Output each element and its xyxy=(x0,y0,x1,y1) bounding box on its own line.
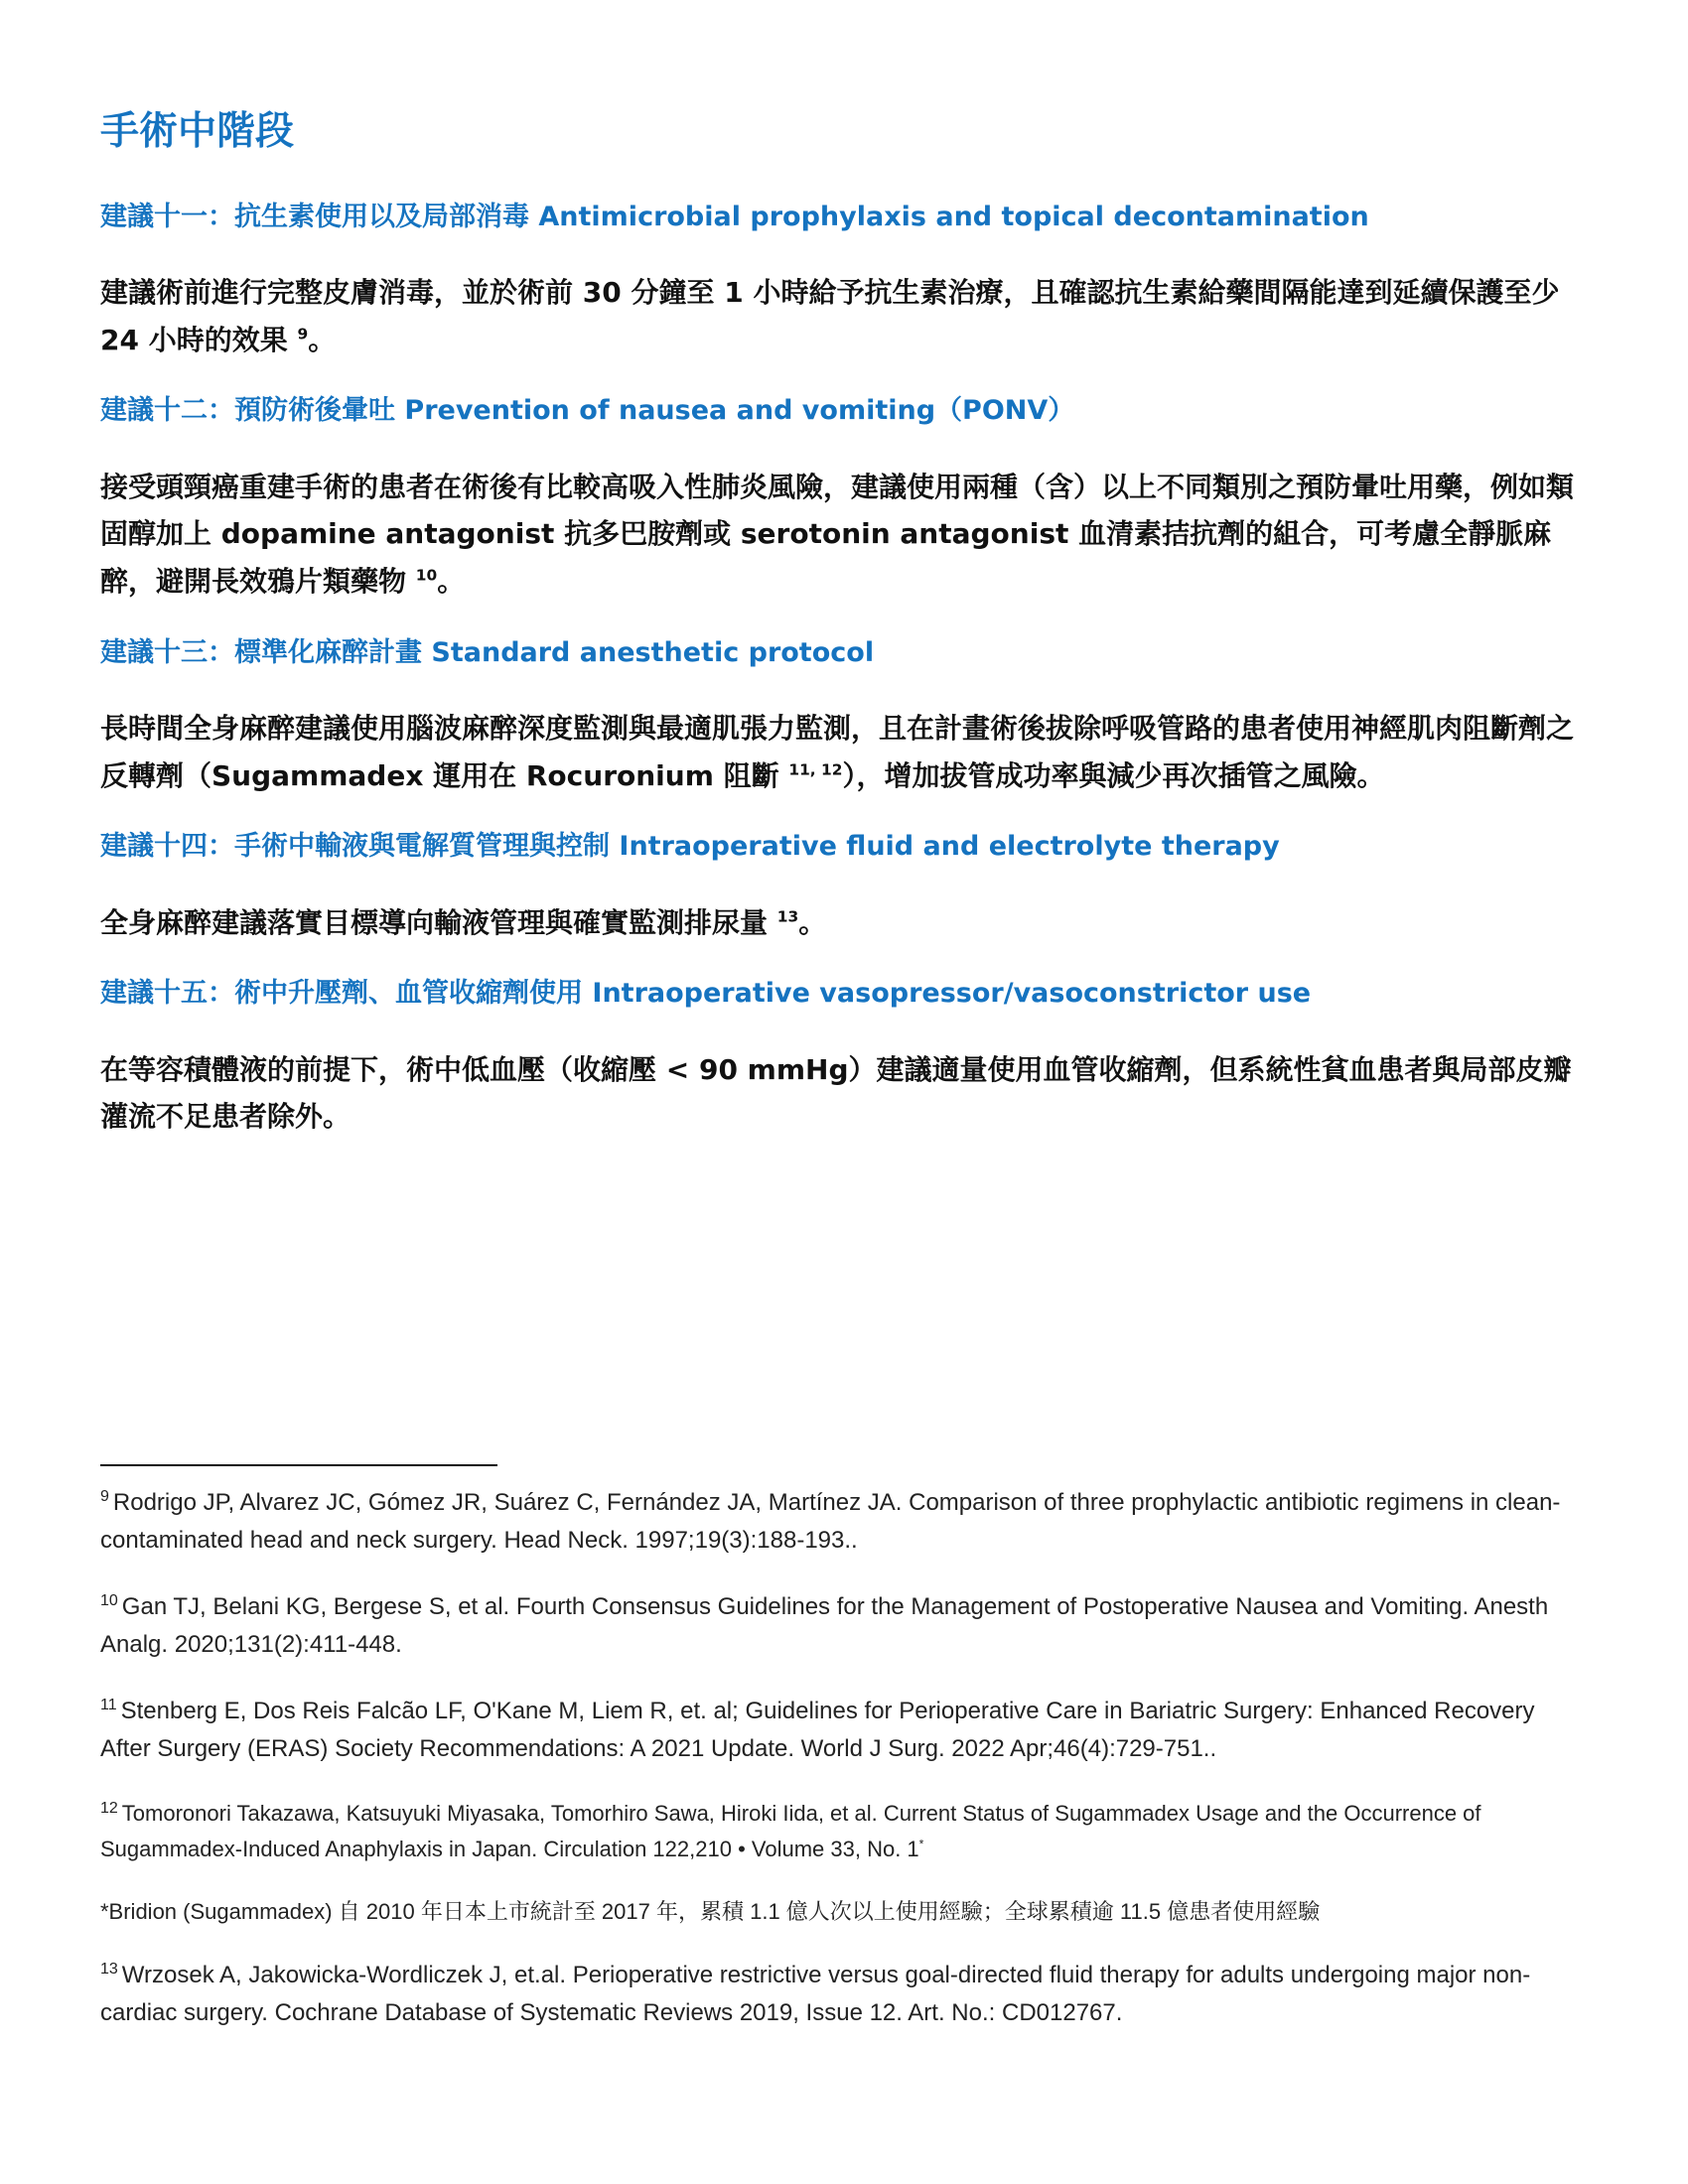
footnote-number: 10 xyxy=(100,1591,118,1609)
recommendation-body xyxy=(100,464,1590,606)
footnote-number: 13 xyxy=(100,1960,118,1978)
recommendation-heading: 建議十二：預防術後暈吐 Prevention of nausea and vomiting（PONV） xyxy=(100,395,1075,427)
footnote-number: 12 xyxy=(100,1800,118,1818)
footnote-number: 9 xyxy=(100,1488,109,1505)
recommendation-heading: 建議十四：手術中輸液與電解質管理與控制 Intraoperative fluid and electrolyte therapy xyxy=(100,831,1280,863)
recommendation-body xyxy=(100,1046,1590,1141)
recommendation-tail: ），增加拔管成功率與減少再次插管之風險。 xyxy=(842,758,1385,792)
recommendation-body xyxy=(100,269,1590,363)
recommendation-text: 接受頭頸癌重建手術的患者在術後有比較高吸入性肺炎風險，建議使用兩種（含）以上不同類別之預防暈吐用藥，例如類固醇加上 dopamine antagonist 抗多巴胺劑或 serotonin antagonist 血清素拮抗劑的組合，可考慮全靜脈麻醉，避開長效鴉片類藥物 xyxy=(100,470,1575,599)
recommendation-tail: 。 xyxy=(798,905,827,939)
recommendation-15 xyxy=(100,976,1590,1141)
footnote-ref[interactable]: 13 xyxy=(776,907,799,926)
footnote-bridion-note xyxy=(100,1894,1590,1929)
footnote-text: *Bridion (Sugammadex) 自 2010 年日本上市統計至 2017 年，累積 1.1 億人次以上使用經驗；全球累積逾 11.5 億患者使用經驗 xyxy=(100,1898,1321,1924)
recommendation-body xyxy=(100,899,1590,947)
footnote-9 xyxy=(100,1484,1590,1561)
recommendation-heading: 建議十一：抗生素使用以及局部消毒 Antimicrobial prophylaxis and topical decontamination xyxy=(100,201,1369,232)
recommendation-13 xyxy=(100,635,1590,800)
recommendation-body xyxy=(100,705,1590,799)
footnote-text: Gan TJ, Belani KG, Bergese S, et al. Fourth Consensus Guidelines for the Management of Postoperative Nausea and Vomiting. Anesth Analg. 2020;131(2):411-448. xyxy=(100,1592,1549,1659)
recommendation-tail: 。 xyxy=(437,565,466,599)
footnote-13 xyxy=(100,1957,1590,2033)
recommendation-text: 建議術前進行完整皮膚消毒，並於術前 30 分鐘至 1 小時給予抗生素治療，且確認抗生素給藥間隔能達到延續保護至少 24 小時的效果 xyxy=(100,276,1560,356)
recommendation-12 xyxy=(100,393,1590,605)
recommendation-11 xyxy=(100,200,1590,364)
footnote-text: Tomoronori Takazawa, Katsuyuki Miyasaka, Tomorhiro Sawa, Hiroki Iida, et al. Current Status of Sugammadex Usage and the Occurrence of Sugammadex-Induced Anaphylaxis in Japan. Circulation 122,210 • Volume 33, No. 1 xyxy=(100,1801,1481,1861)
footnote-text: Stenberg E, Dos Reis Falcão LF, O'Kane M, Liem R, et. al; Guidelines for Perioperative Care in Bariatric Surgery: Enhanced Recovery After Surgery (ERAS) Society Recommendations: A 2021 Update. World J Surg. 2022 Apr;46(4):729-751.. xyxy=(100,1697,1535,1762)
footnote-12 xyxy=(100,1796,1590,1865)
page-title: 手術中階段 xyxy=(100,109,295,154)
recommendation-tail: 。 xyxy=(308,323,337,356)
footnotes-section xyxy=(100,1464,1590,2061)
recommendation-heading: 建議十五：術中升壓劑、血管收縮劑使用 Intraoperative vasopressor/vasoconstrictor use xyxy=(100,978,1312,1010)
footnote-ref[interactable]: 11, 12 xyxy=(788,760,843,779)
recommendation-text: 全身麻醉建議落實目標導向輸液管理與確實監測排尿量 xyxy=(100,905,769,939)
footnote-asterisk: * xyxy=(918,1837,924,1851)
footnote-number: 11 xyxy=(100,1696,117,1713)
footnote-ref[interactable]: 10 xyxy=(415,566,438,585)
recommendation-14 xyxy=(100,829,1590,946)
footnote-separator xyxy=(100,1464,497,1466)
footnote-text: Wrzosek A, Jakowicka-Wordliczek J, et.al. Perioperative restrictive versus goal-directed fluid therapy for adults undergoing major non-cardiac surgery. Cochrane Database of Systematic Reviews 2019, Issue 12. Art. No.: CD012767. xyxy=(100,1961,1531,2027)
recommendation-text: 在等容積體液的前提下，術中低血壓（收縮壓 < 90 mmHg）建議適量使用血管收縮劑，但系統性貧血患者與局部皮瓣灌流不足患者除外。 xyxy=(100,1052,1572,1134)
recommendation-heading: 建議十三：標準化麻醉計畫 Standard anesthetic protocol xyxy=(100,636,875,668)
main-content xyxy=(100,109,1590,1170)
footnote-10 xyxy=(100,1588,1590,1665)
footnote-11 xyxy=(100,1693,1590,1769)
footnote-text: Rodrigo JP, Alvarez JC, Gómez JR, Suárez C, Fernández JA, Martínez JA. Comparison of three prophylactic antibiotic regimens in clean-contaminated head and neck surgery. Head Neck. 1997;19(3):188-193.. xyxy=(100,1489,1561,1555)
recommendation-text: 長時間全身麻醉建議使用腦波麻醉深度監測與最適肌張力監測，且在計畫術後拔除呼吸管路的患者使用神經肌肉阻斷劑之反轉劑（Sugammadex 運用在 Rocuronium 阻斷 xyxy=(100,712,1575,792)
footnote-ref[interactable]: 9 xyxy=(297,325,309,343)
